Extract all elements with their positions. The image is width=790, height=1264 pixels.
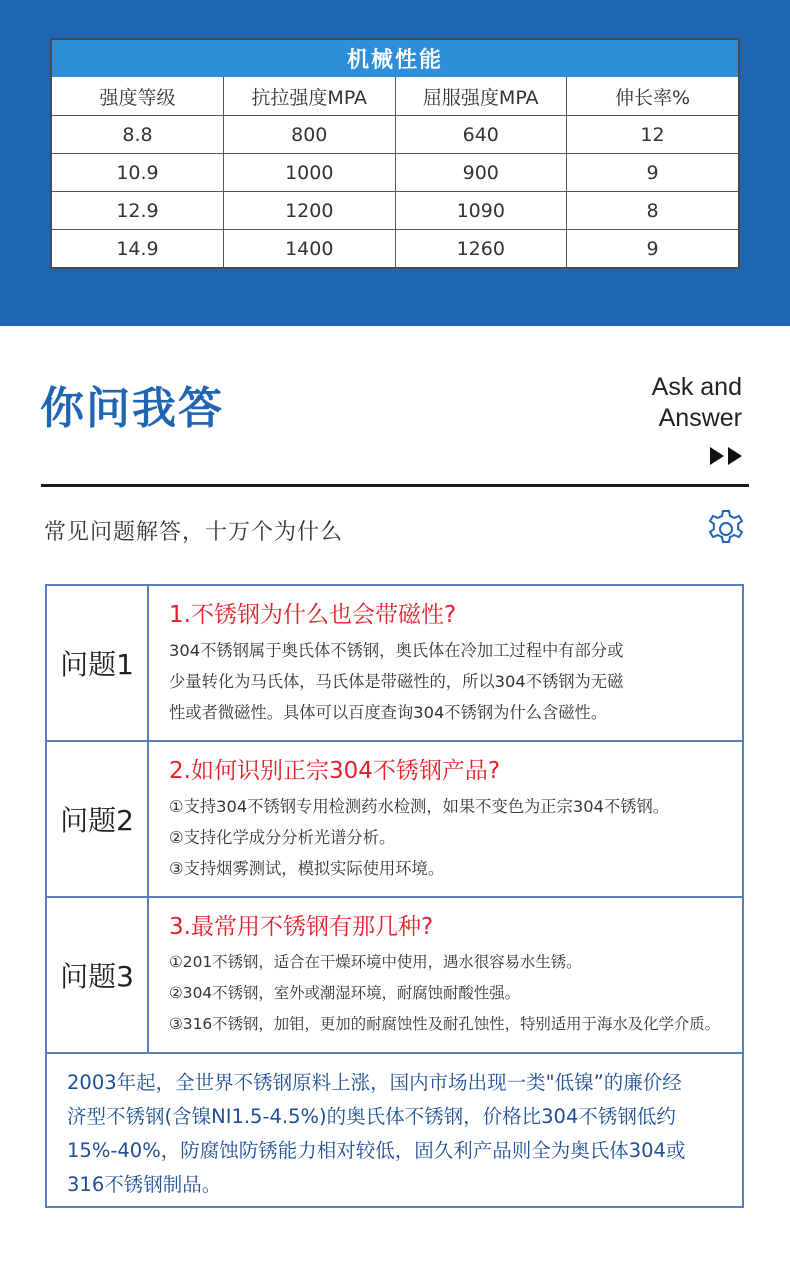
question-title: 3.最常用不锈钢有那几种? (169, 914, 434, 940)
qa-section-title: 你问我答 (40, 383, 224, 434)
qa-subtitle: 常见问题解答，十万个为什么 (44, 520, 344, 545)
qa-box (45, 584, 744, 1208)
table-cell: 12 (567, 116, 739, 154)
ask-answer-line2: Answer (658, 404, 742, 432)
question-title: 1.不锈钢为什么也会带磁性? (169, 602, 457, 628)
note-line: 316不锈钢制品。 (67, 1173, 222, 1196)
answer-line: 性或者微磁性。具体可以百度查询304不锈钢为什么含磁性。 (169, 703, 608, 722)
note-line: 15%-40%，防腐蚀防锈能力相对较低，固久利产品则全为奥氏体304或 (67, 1139, 686, 1162)
header-elongation: 伸长率% (567, 77, 739, 116)
table-cell: 1260 (395, 230, 567, 268)
ask-answer-line1: Ask and (651, 373, 742, 401)
answer-line: ③支持烟雾测试，模拟实际使用环境。 (169, 859, 445, 878)
table-cell: 1090 (395, 192, 567, 230)
question-row-2 (47, 742, 742, 898)
question-label: 问题2 (47, 742, 149, 896)
note-paragraph (67, 1066, 727, 1202)
section-divider (41, 484, 749, 487)
top-band (0, 0, 790, 326)
spec-table-title: 机械性能 (52, 40, 738, 77)
answer-line: ①支持304不锈钢专用检测药水检测，如果不变色为正宗304不锈钢。 (169, 797, 670, 816)
table-cell: 10.9 (52, 154, 224, 192)
table-cell: 9 (567, 154, 739, 192)
table-cell: 9 (567, 230, 739, 268)
answer-line: ③316不锈钢，加钼，更加的耐腐蚀性及耐孔蚀性，特别适用于海水及化学介质。 (169, 1015, 721, 1033)
note-line: 2003年起，全世界不锈钢原料上涨，国内市场出现一类"低镍”的廉价经 (67, 1071, 682, 1094)
table-cell: 14.9 (52, 230, 224, 268)
answer-line: ②304不锈钢，室外或潮湿环境，耐腐蚀耐酸性强。 (169, 984, 520, 1002)
question-label: 问题1 (47, 586, 149, 740)
table-cell: 640 (395, 116, 567, 154)
table-cell: 800 (224, 116, 396, 154)
table-row (52, 192, 738, 230)
table-header-row (52, 77, 738, 116)
table-cell: 1000 (224, 154, 396, 192)
play-triangle (728, 447, 742, 465)
spec-table (50, 38, 740, 269)
note-line: 济型不锈钢(含镍NI1.5-4.5%)的奥氏体不锈钢，价格比304不锈钢低约 (67, 1105, 676, 1128)
table-cell: 12.9 (52, 192, 224, 230)
answer-line: 304不锈钢属于奥氏体不锈钢，奥氏体在冷加工过程中有部分或 (169, 641, 624, 660)
table-cell: 1400 (224, 230, 396, 268)
answer-line: ②支持化学成分分析光谱分析。 (169, 828, 396, 847)
ask-answer-label (652, 372, 742, 434)
table-row (52, 230, 738, 268)
table-cell: 900 (395, 154, 567, 192)
answer-line: ①201不锈钢，适合在干燥环境中使用，遇水很容易水生锈。 (169, 953, 582, 971)
play-triangle (710, 447, 724, 465)
question-label: 问题3 (47, 898, 149, 1052)
question-content (149, 742, 742, 896)
table-cell: 1200 (224, 192, 396, 230)
gear-icon (704, 507, 748, 551)
table-cell: 8 (567, 192, 739, 230)
question-row-3 (47, 898, 742, 1054)
table-row (52, 116, 738, 154)
double-play-icon (710, 447, 742, 465)
table-cell: 8.8 (52, 116, 224, 154)
table-row (52, 154, 738, 192)
header-yield: 屈服强度MPA (395, 77, 567, 116)
spec-table-grid (52, 77, 738, 267)
question-content (149, 586, 742, 740)
question-title: 2.如何识别正宗304不锈钢产品? (169, 758, 501, 784)
header-grade: 强度等级 (52, 77, 224, 116)
question-row-1 (47, 586, 742, 742)
header-tensile: 抗拉强度MPA (224, 77, 396, 116)
question-content (149, 898, 742, 1052)
answer-line: 少量转化为马氏体，马氏体是带磁性的，所以304不锈钢为无磁 (169, 672, 624, 691)
